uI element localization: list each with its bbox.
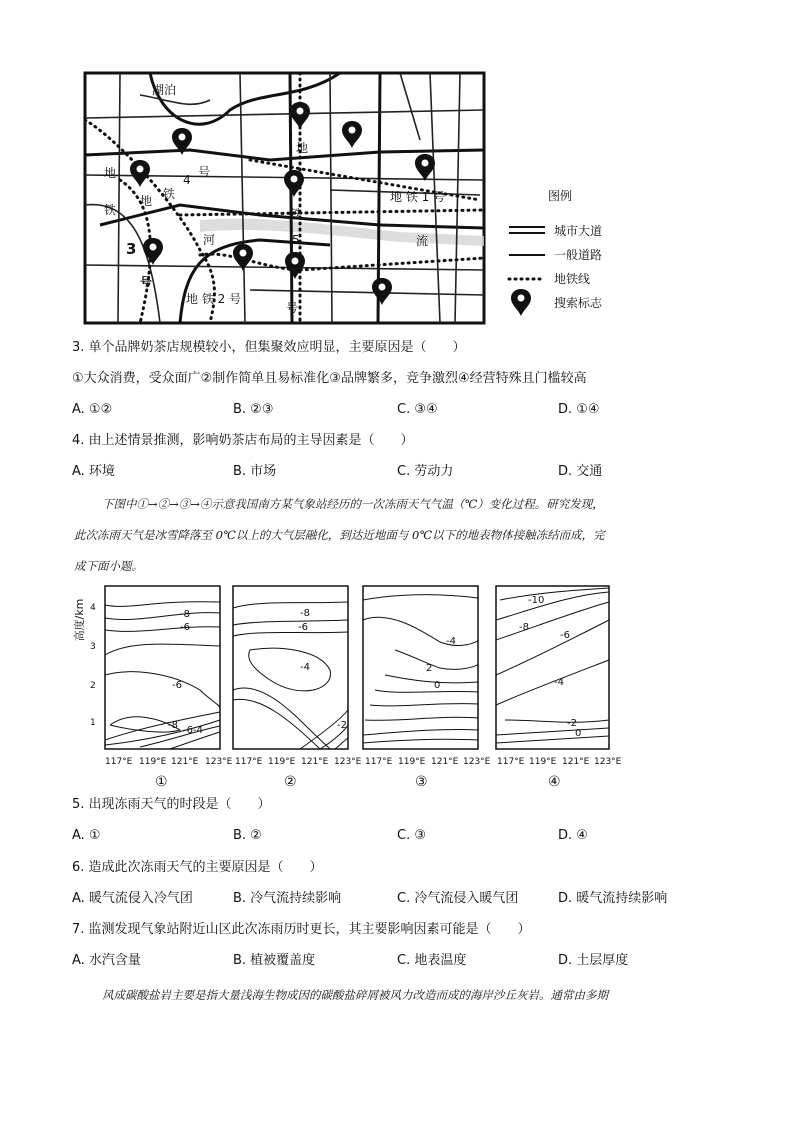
map-label-he: 河: [203, 233, 216, 247]
q4-option-c[interactable]: C. 劳动力: [397, 464, 454, 479]
map-label-line1: 地 铁 1 号: [390, 190, 446, 204]
map-label-di-2: 地: [140, 194, 153, 208]
svg-text:0: 0: [575, 728, 582, 739]
svg-text:-4: -4: [193, 725, 203, 736]
map-label-five: 5: [292, 233, 300, 247]
panel-label-4: ④: [548, 774, 561, 790]
panel-2: [233, 586, 348, 749]
q3-option-b[interactable]: B. ②③: [233, 402, 274, 417]
city-map: [0, 0, 794, 340]
trailing-paragraph: 风成碳酸盐岩主要是指大量浅海生物成因的碳酸盐碎屑被风力改造而成的海岸沙丘灰岩。通常由多期: [102, 988, 608, 1002]
map-label-three: 3: [126, 240, 137, 258]
y-tick: 4: [90, 603, 96, 613]
panel-3: [363, 586, 478, 749]
legend-subway: 地铁线: [554, 272, 591, 286]
q3-option-a[interactable]: A. ①②: [72, 402, 113, 417]
svg-text:2: 2: [426, 663, 433, 674]
svg-text:-4: -4: [446, 636, 456, 647]
q5-option-d[interactable]: D. ④: [558, 828, 588, 843]
svg-text:-8: -8: [168, 720, 178, 731]
svg-text:119°E: 119°E: [398, 757, 426, 767]
svg-text:-2: -2: [567, 718, 577, 729]
legend-avenue: 城市大道: [554, 224, 603, 238]
q3-option-d[interactable]: D. ①④: [558, 402, 600, 417]
legend-road: 一般道路: [554, 248, 603, 262]
q5-option-a[interactable]: A. ①: [72, 828, 101, 843]
y-tick: 1: [90, 718, 96, 728]
q3-stem: 3. 单个品牌奶茶店规模较小，但集聚效应明显，主要原因是（ ）: [72, 340, 466, 355]
svg-text:-8: -8: [519, 622, 529, 633]
map-label-four: 4: [183, 173, 191, 187]
svg-text:123°E: 123°E: [334, 757, 362, 767]
svg-text:117°E: 117°E: [105, 757, 133, 767]
y-tick: 2: [90, 681, 96, 691]
map-label-lake: 湖泊: [152, 83, 177, 97]
q5-stem: 5. 出现冻雨天气的时段是（ ）: [72, 797, 271, 812]
intro-line-2: 此次冻雨天气是冰雪降落至 0℃以上的大气层融化，到达近地面与 0℃以下的地表物体接触冻结而成，完: [74, 528, 605, 542]
map-label-liu: 流: [416, 234, 429, 248]
q7-stem: 7. 监测发现气象站附近山区此次冻雨历时更长，其主要影响因素可能是（ ）: [72, 922, 531, 937]
q3-option-c[interactable]: C. ③④: [397, 402, 438, 417]
q6-option-d[interactable]: D. 暖气流持续影响: [558, 891, 668, 906]
intro-line-3: 成下面小题。: [74, 559, 143, 573]
legend-pin-icon: [511, 289, 531, 316]
map-label-hao: 号: [198, 165, 211, 179]
intro-line-1: 下图中①→②→③→④示意我国南方某气象站经历的一次冻雨天气气温（℃）变化过程。研究发现，: [102, 497, 604, 511]
svg-text:121°E: 121°E: [562, 757, 590, 767]
svg-text:123°E: 123°E: [463, 757, 491, 767]
svg-text:-10: -10: [528, 595, 545, 606]
q7-option-a[interactable]: A. 水汽含量: [72, 953, 141, 968]
svg-text:-4: -4: [300, 662, 310, 673]
q6-option-c[interactable]: C. 冷气流侵入暖气团: [397, 891, 519, 906]
map-label-hao-bottom: 号: [286, 301, 299, 315]
q6-stem: 6. 造成此次冻雨天气的主要原因是（ ）: [72, 860, 323, 875]
map-label-di-center: 地: [296, 141, 309, 155]
svg-text:-6: -6: [180, 622, 190, 633]
svg-text:-4: -4: [554, 677, 564, 688]
x-ticks: [105, 757, 622, 767]
svg-text:0: 0: [434, 680, 441, 691]
svg-text:-6: -6: [298, 622, 308, 633]
map-label-hao-three: 号: [140, 275, 153, 289]
q4-option-a[interactable]: A. 环境: [72, 464, 115, 479]
panel-label-2: ②: [284, 774, 297, 790]
map-label-di: 地: [104, 166, 117, 180]
map-label-tie: 铁: [104, 203, 117, 217]
svg-text:117°E: 117°E: [235, 757, 263, 767]
q7-option-c[interactable]: C. 地表温度: [397, 953, 467, 968]
svg-text:119°E: 119°E: [529, 757, 557, 767]
panel-4: [496, 586, 609, 749]
svg-text:119°E: 119°E: [268, 757, 296, 767]
q5-option-c[interactable]: C. ③: [397, 828, 426, 843]
temperature-cross-sections: [0, 580, 794, 795]
q5-option-b[interactable]: B. ②: [233, 828, 262, 843]
svg-text:121°E: 121°E: [301, 757, 329, 767]
svg-text:121°E: 121°E: [171, 757, 199, 767]
svg-text:-8: -8: [180, 609, 190, 620]
svg-text:-6: -6: [560, 630, 570, 641]
svg-text:117°E: 117°E: [365, 757, 393, 767]
svg-text:123°E: 123°E: [205, 757, 233, 767]
q4-stem: 4. 由上述情景推测，影响奶茶店布局的主导因素是（ ）: [72, 433, 414, 448]
svg-text:-8: -8: [300, 608, 310, 619]
svg-text:123°E: 123°E: [594, 757, 622, 767]
q4-option-d[interactable]: D. 交通: [558, 464, 603, 479]
panel-1: [105, 586, 220, 749]
q4-option-b[interactable]: B. 市场: [233, 464, 277, 479]
svg-text:121°E: 121°E: [431, 757, 459, 767]
legend-title: 图例: [548, 189, 573, 203]
svg-text:119°E: 119°E: [139, 757, 167, 767]
panel-label-1: ①: [155, 774, 168, 790]
q6-option-b[interactable]: B. 冷气流持续影响: [233, 891, 342, 906]
svg-text:-6: -6: [172, 680, 182, 691]
panel-label-3: ③: [415, 774, 428, 790]
svg-text:-2: -2: [337, 720, 347, 731]
y-tick: 3: [90, 642, 96, 652]
svg-text:-6: -6: [183, 725, 193, 736]
q6-option-a[interactable]: A. 暖气流侵入冷气团: [72, 891, 193, 906]
q7-option-b[interactable]: B. 植被覆盖度: [233, 953, 316, 968]
y-axis-label: 高度/km: [73, 598, 86, 642]
map-label-line2: 地 铁 2 号: [186, 292, 242, 306]
svg-text:117°E: 117°E: [497, 757, 525, 767]
legend-search: 搜索标志: [554, 296, 603, 310]
map-label-tie-2: 铁: [163, 187, 176, 201]
q7-option-d[interactable]: D. 土层厚度: [558, 953, 629, 968]
map-legend: [509, 188, 603, 316]
map-label-tie-center: 铁: [290, 207, 303, 221]
q3-statements: ①大众消费，受众面广②制作简单且易标准化③品牌繁多，竞争激烈④经营特殊且门槛较高: [72, 371, 587, 386]
